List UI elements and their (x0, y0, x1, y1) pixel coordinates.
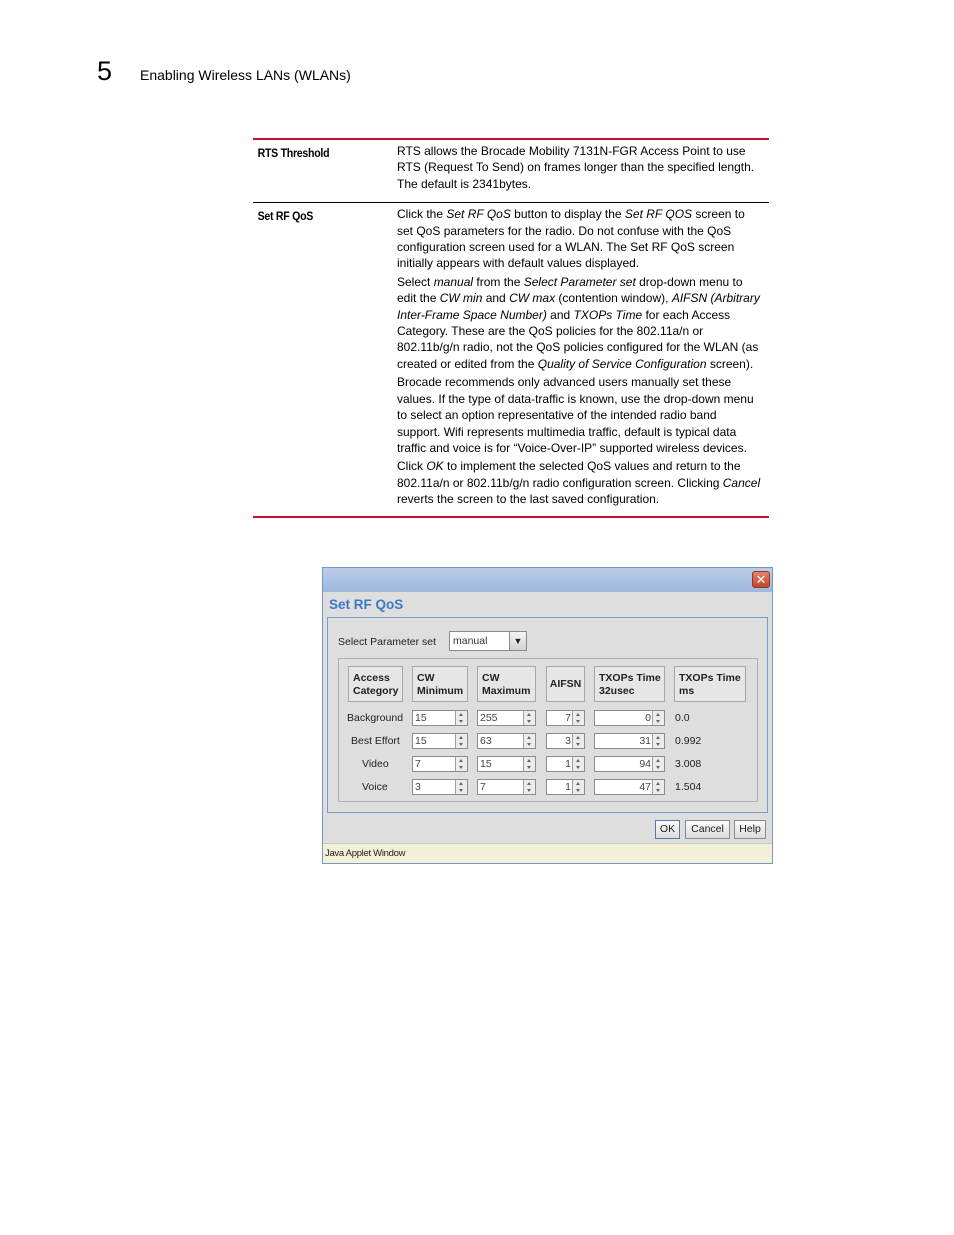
close-icon[interactable]: ✕ (752, 571, 770, 588)
spinner-arrows-icon[interactable] (652, 734, 664, 748)
txops-32usec-field[interactable] (594, 779, 665, 795)
cw-min-field-value: 7 (415, 758, 421, 770)
dialog-title: Set RF QoS (329, 597, 404, 612)
row-label-video: Video (362, 758, 389, 770)
cw-max-field-value: 15 (480, 758, 492, 770)
spinner-arrows-icon[interactable] (572, 711, 584, 725)
txops-32usec-field[interactable] (594, 733, 665, 749)
table-row (253, 139, 769, 203)
spinner-arrows-icon[interactable] (523, 711, 535, 725)
cw-max-field[interactable] (477, 710, 536, 726)
row-label-best-effort: Best Effort (351, 735, 400, 747)
column-header-access-category: Access Category (348, 666, 403, 702)
description-paragraph: RTS allows the Brocade Mobility 7131N-FGR Access Point to use RTS (Request To Send) on frames longer than the specified length. The default is 2341bytes. (397, 144, 755, 191)
term-set-rf-qos: Set RF QoS (253, 203, 381, 517)
cw-max-field-value: 255 (480, 712, 498, 724)
description-paragraph: Select manual from the Select Parameter set drop-down menu to edit the CW min and CW max (contention window), AIFSN (Arbitrary Inter-Frame Space Number) and TXOPs Time for each Access Category. These are the QoS policies for the 802.11a/n or 802.11b/g/n radio, not the QoS policies configured for the WLAN (as created or edited from the Quality of Service Configuration screen). (397, 274, 760, 371)
ok-button[interactable]: OK (655, 820, 680, 839)
aifsn-field[interactable] (546, 756, 585, 772)
cw-min-field-value: 3 (415, 781, 421, 793)
txops-32usec-field-value: 0 (645, 712, 651, 724)
spinner-arrows-icon[interactable] (652, 757, 664, 771)
chapter-number: 5 (97, 56, 113, 86)
dialog-titlebar[interactable] (323, 568, 772, 592)
spinner-arrows-icon[interactable] (523, 780, 535, 794)
spinner-arrows-icon[interactable] (572, 734, 584, 748)
description-rts-threshold (392, 139, 769, 203)
txops-32usec-field[interactable] (594, 756, 665, 772)
txops-ms-value: 0.0 (675, 712, 690, 724)
column-header-txops-ms: TXOPs Time ms (674, 666, 746, 702)
emphasis-text: OK (426, 459, 444, 474)
cw-min-field-value: 15 (415, 735, 427, 747)
aifsn-field[interactable] (546, 733, 585, 749)
emphasis-text: AIFSN (Arbitrary Inter-Frame Space Number) (397, 291, 760, 322)
txops-32usec-field-value: 94 (639, 758, 651, 770)
aifsn-field[interactable] (546, 710, 585, 726)
cw-max-field[interactable] (477, 733, 536, 749)
description-paragraph: Click the Set RF QoS button to display the Set RF QOS screen to set QoS parameters for the radio. Do not confuse with the QoS configuration screen used for a WLAN. The Set RF QoS screen initially appears with default values displayed. (397, 207, 745, 271)
cancel-button[interactable]: Cancel (685, 820, 730, 839)
term-rts-threshold: RTS Threshold (253, 139, 381, 203)
cw-max-field-value: 7 (480, 781, 486, 793)
help-button[interactable]: Help (734, 820, 766, 839)
parameter-table (253, 138, 769, 518)
set-rf-qos-dialog (322, 567, 773, 864)
txops-ms-value: 1.504 (675, 781, 702, 793)
emphasis-text: Set RF QOS (624, 207, 693, 222)
row-label-background: Background (347, 712, 404, 724)
spinner-arrows-icon[interactable] (572, 757, 584, 771)
aifsn-field-value: 1 (565, 781, 571, 793)
emphasis-text: CW max (509, 291, 556, 306)
emphasis-text: Quality of Service Configuration (537, 356, 707, 371)
description-set-rf-qos (392, 203, 769, 517)
txops-32usec-field-value: 31 (639, 735, 651, 747)
description-paragraph: Brocade recommends only advanced users manually set these values. If the type of data-traffic is known, use the drop-down menu to select an option representative of the intended radio band support. Wifi represents multimedia traffic, default is typical data traffic and voice is for “Voice-Over-IP” supported wireless devices. (397, 375, 754, 455)
emphasis-text: Select Parameter set (523, 274, 636, 289)
parameter-set-dropdown[interactable] (449, 631, 527, 651)
spinner-arrows-icon[interactable] (455, 780, 467, 794)
spinner-arrows-icon[interactable] (572, 780, 584, 794)
table-row (253, 203, 769, 517)
cw-min-field[interactable] (412, 710, 468, 726)
chapter-title: Enabling Wireless LANs (WLANs) (140, 67, 351, 83)
column-header-aifsn: AIFSN (546, 666, 585, 702)
txops-ms-value: 3.008 (675, 758, 702, 770)
aifsn-field[interactable] (546, 779, 585, 795)
spinner-arrows-icon[interactable] (652, 780, 664, 794)
spinner-arrows-icon[interactable] (652, 711, 664, 725)
column-header-txops-32usec: TXOPs Time 32usec (594, 666, 665, 702)
cw-max-field-value: 63 (480, 735, 492, 747)
cw-max-field[interactable] (477, 779, 536, 795)
emphasis-text: CW min (439, 291, 483, 306)
emphasis-text: TXOPs Time (573, 307, 643, 322)
description-paragraph: Click OK to implement the selected QoS values and return to the 802.11a/n or 802.11b/g/n radio configuration screen. Clicking Cancel reverts the screen to the last saved configuration. (397, 459, 761, 507)
emphasis-text: Set RF QoS (446, 207, 511, 222)
cw-min-field[interactable] (412, 733, 468, 749)
cw-min-field[interactable] (412, 756, 468, 772)
applet-status-bar: Java Applet Window (323, 843, 772, 863)
aifsn-field-value: 1 (565, 758, 571, 770)
parameter-set-value: manual (453, 635, 488, 647)
aifsn-field-value: 3 (565, 735, 571, 747)
column-header-cw-maximum: CW Maximum (477, 666, 536, 702)
spinner-arrows-icon[interactable] (455, 734, 467, 748)
parameter-set-label: Select Parameter set (338, 636, 437, 648)
txops-32usec-field-value: 47 (639, 781, 651, 793)
txops-32usec-field[interactable] (594, 710, 665, 726)
emphasis-text: Cancel (722, 475, 761, 490)
row-label-voice: Voice (362, 781, 388, 793)
column-header-cw-minimum: CW Minimum (412, 666, 468, 702)
txops-ms-value: 0.992 (675, 735, 702, 747)
cw-min-field-value: 15 (415, 712, 427, 724)
chevron-down-icon[interactable]: ▼ (509, 632, 526, 650)
emphasis-text: manual (433, 274, 474, 289)
spinner-arrows-icon[interactable] (455, 757, 467, 771)
spinner-arrows-icon[interactable] (523, 757, 535, 771)
aifsn-field-value: 7 (565, 712, 571, 724)
spinner-arrows-icon[interactable] (523, 734, 535, 748)
spinner-arrows-icon[interactable] (455, 711, 467, 725)
cw-max-field[interactable] (477, 756, 536, 772)
cw-min-field[interactable] (412, 779, 468, 795)
